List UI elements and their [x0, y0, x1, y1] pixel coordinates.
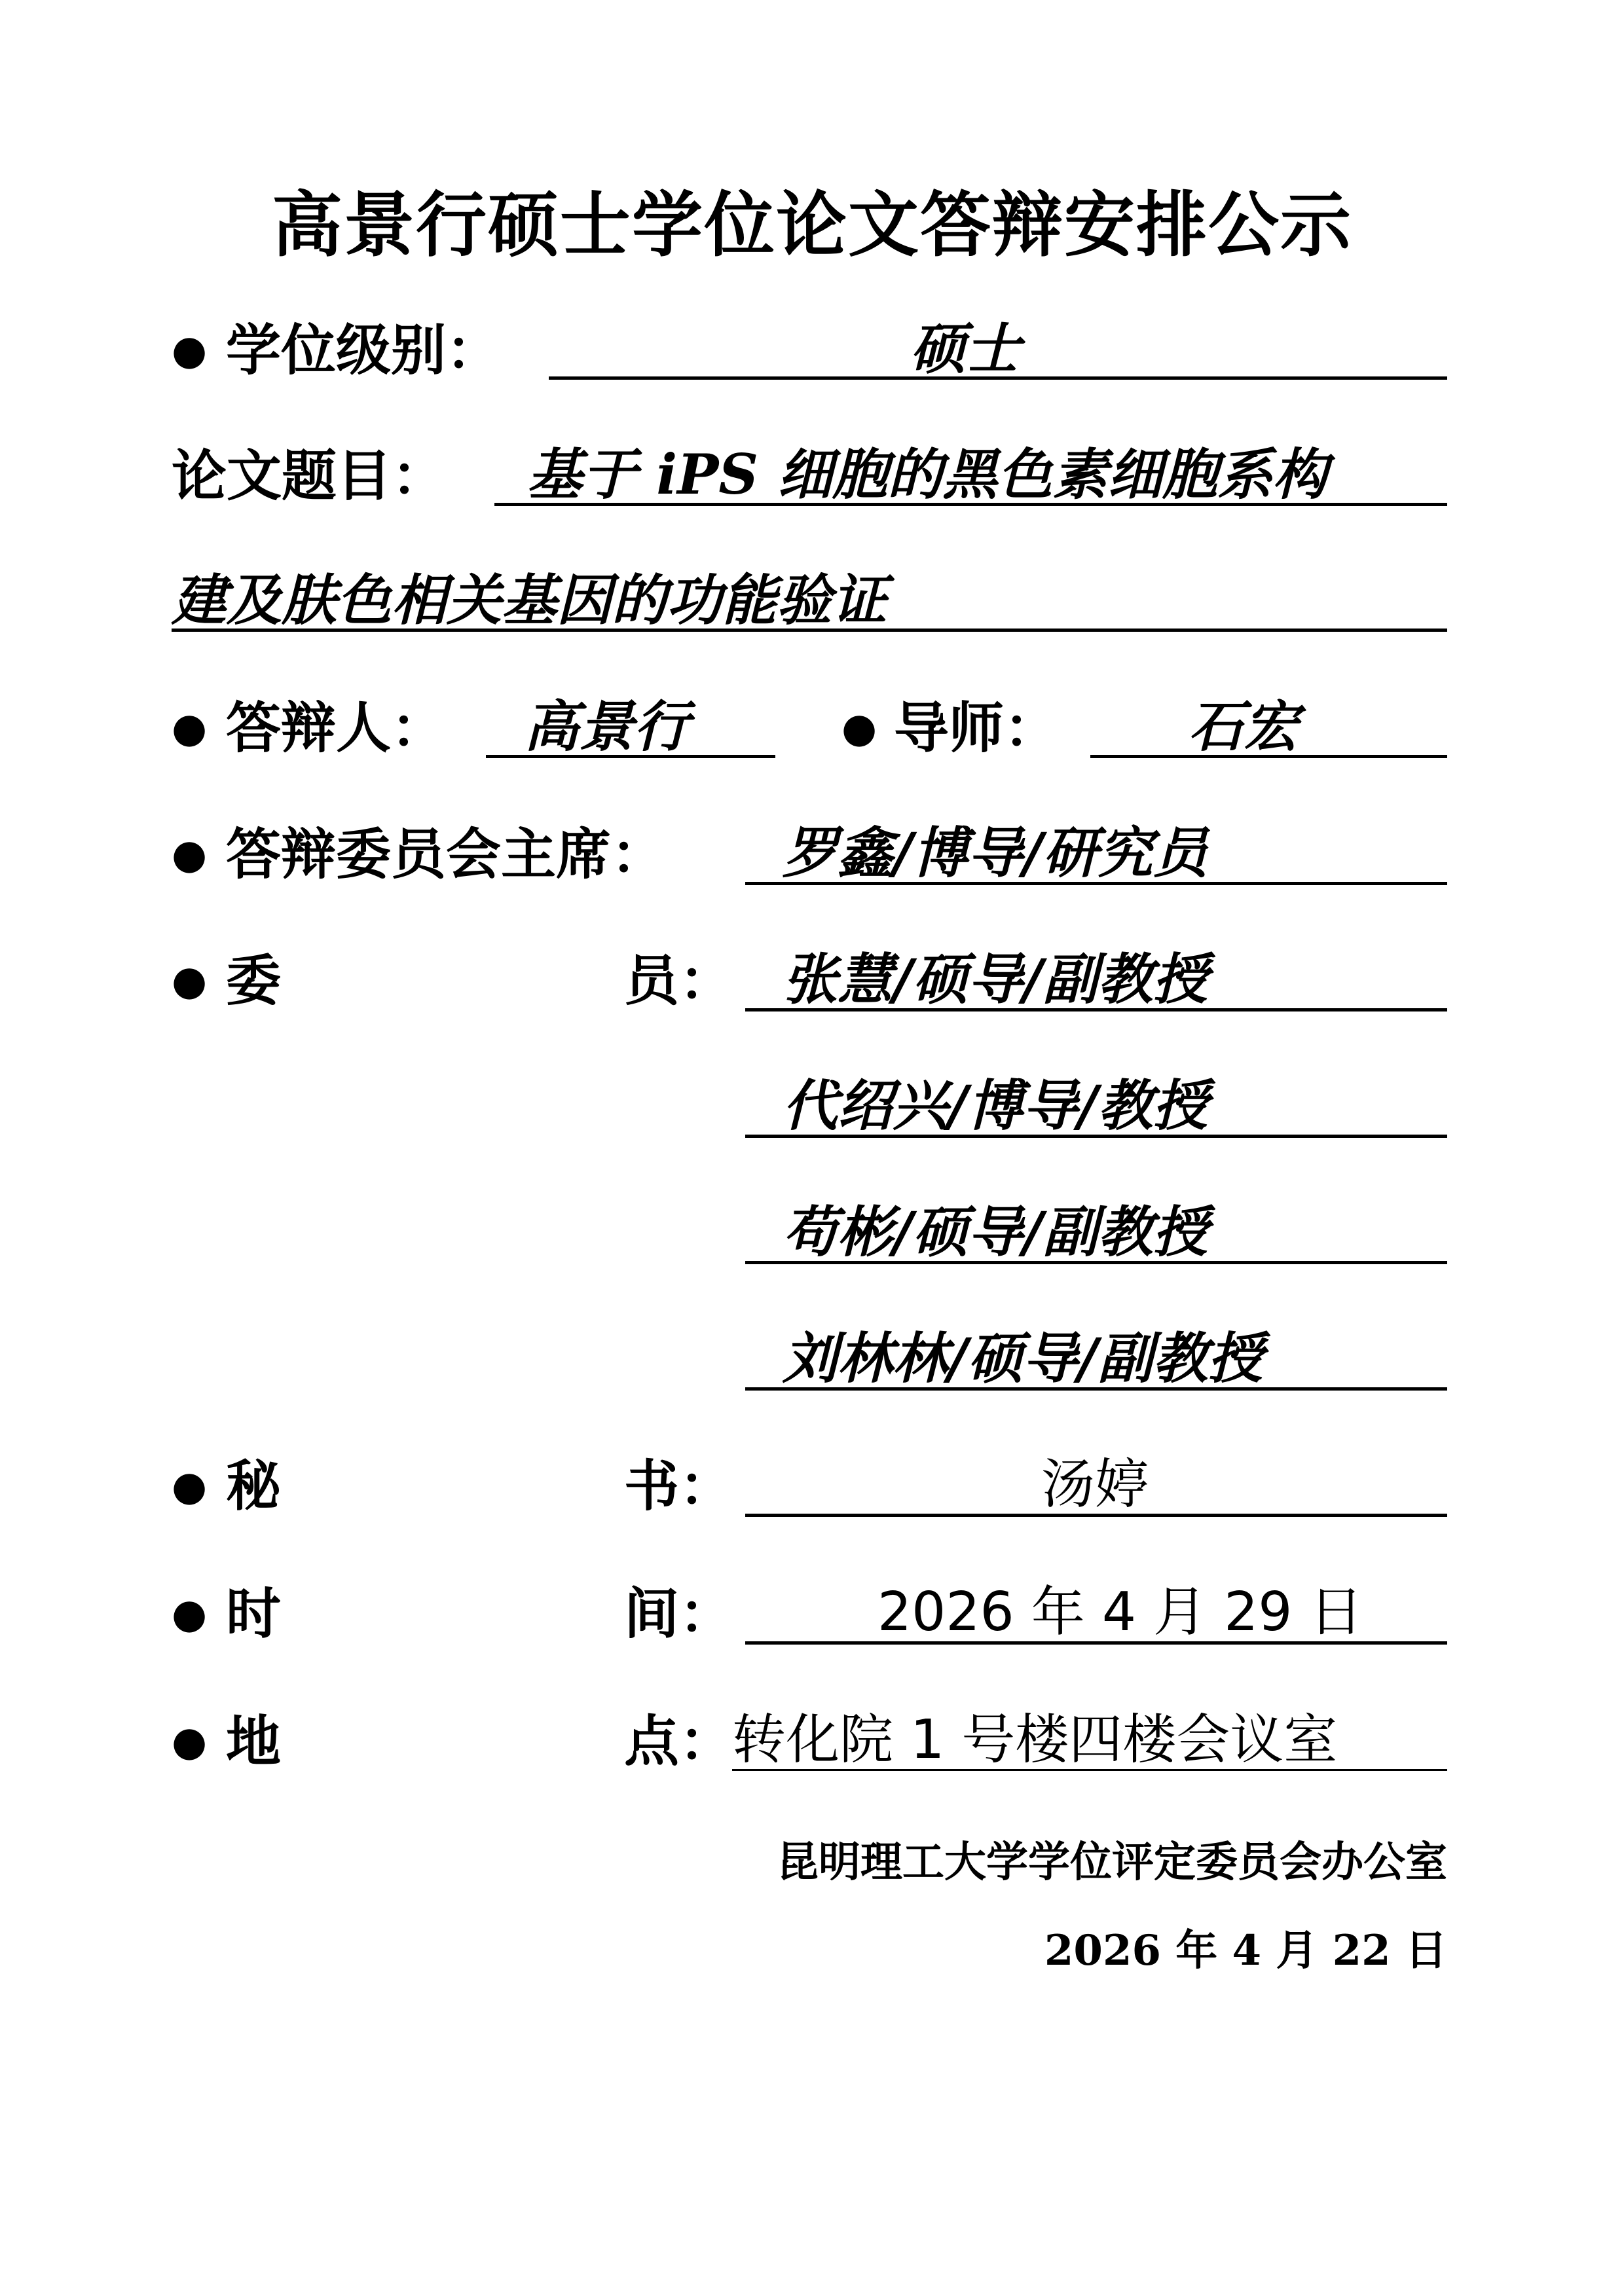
secretary-value: 汤婷	[1041, 1453, 1149, 1516]
bullet-icon: ●	[172, 830, 208, 878]
secretary-label-right: 书：	[624, 1453, 735, 1518]
advisor-label: 导师：	[894, 695, 1060, 760]
chair-value: 罗鑫/博导/研究员	[783, 820, 1208, 885]
chair-label: 答辩委员会主席：	[226, 822, 667, 886]
place-label-right: 点：	[624, 1709, 735, 1774]
defender-value: 高景行	[524, 694, 690, 759]
bullet-icon: ●	[172, 1590, 208, 1637]
member-item: 代绍兴/博导/教授	[783, 1073, 1208, 1138]
place-underline	[732, 1769, 1447, 1771]
member-item: 苟彬/硕导/副教授	[783, 1199, 1208, 1264]
page-title: 高景行硕士学位论文答辩安排公示	[271, 185, 1352, 266]
bullet-icon: ●	[172, 704, 208, 752]
members-label-left: 委	[226, 948, 282, 1013]
thesis-title-line1: 基于 iPS 细胞的黑色素细胞系构	[527, 442, 1328, 507]
issuing-office: 昆明理工大学学位评定委员会办公室	[777, 1838, 1447, 1887]
bullet-icon: ●	[841, 704, 877, 752]
time-label-right: 间：	[624, 1581, 735, 1646]
place-label-left: 地	[226, 1709, 282, 1774]
member-item: 张慧/硕导/副教授	[783, 947, 1208, 1011]
members-label-right: 员：	[624, 948, 735, 1013]
bullet-icon: ●	[172, 957, 208, 1004]
thesis-label: 论文题目：	[172, 443, 447, 508]
bullet-icon: ●	[172, 1717, 208, 1765]
advisor-value: 石宏	[1189, 694, 1299, 759]
secretary-label-left: 秘	[226, 1453, 282, 1518]
thesis-underline-2	[172, 629, 1447, 632]
thesis-title-line2: 建及肤色相关基因的功能验证	[172, 568, 887, 632]
member-item: 刘林林/硕导/副教授	[783, 1326, 1263, 1391]
bullet-icon: ●	[172, 326, 208, 374]
place-value: 转化院 1 号楼四楼会议室	[732, 1709, 1338, 1771]
degree-label: 学位级别：	[226, 318, 502, 382]
time-value: 2026 年 4 月 29 日	[877, 1581, 1363, 1643]
time-label-left: 时	[226, 1581, 282, 1646]
bullet-icon: ●	[172, 1462, 208, 1510]
degree-value: 硕士	[910, 316, 1021, 381]
defender-label: 答辩人：	[226, 695, 447, 760]
issue-date: 2026 年 4 月 22 日	[1044, 1926, 1447, 1975]
